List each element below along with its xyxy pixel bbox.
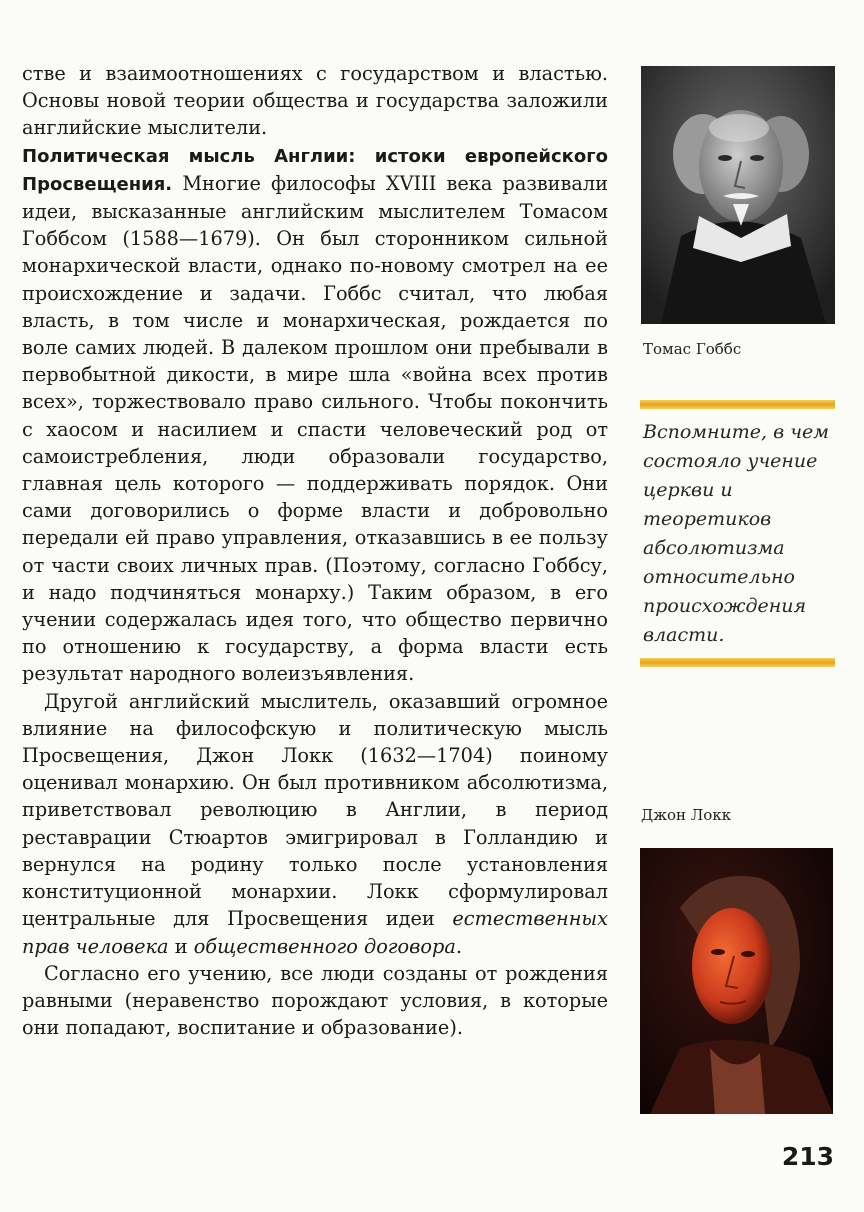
question-bar-top	[640, 400, 835, 409]
period: .	[455, 934, 462, 958]
main-text	[22, 60, 608, 1041]
paragraph-locke	[22, 688, 608, 960]
question-bar-bottom	[640, 658, 835, 667]
locke-portrait	[640, 848, 833, 1114]
paragraph-equality: Согласно его учению, все люди созданы от рождения равными (неравенство порождают условия, в которые они попадают, воспитание и образование).	[22, 961, 608, 1040]
term-social-contract: общественного договора	[193, 934, 456, 958]
question-text: Вспомните, в чем состояло учение церкви и теоретиков абсолютизма относительно происхождения власти.	[643, 421, 830, 646]
conjunction: и	[174, 934, 188, 958]
locke-caption: Джон Локк	[641, 806, 732, 824]
paragraph-hobbes	[22, 142, 608, 688]
hobbes-portrait	[641, 66, 835, 324]
hobbes-caption: Томас Гоббс	[643, 340, 742, 358]
paragraph-intro: стве и взаимоотношениях с государством и властью. Основы новой теории общества и государства заложили английские мыслители.	[22, 62, 608, 140]
paragraph-hobbes-text: Многие философы XVIII века развивали идеи, высказанные английским мыслителем Томасом Гоббсом (1588—1679). Он был сторонником сильной монархической власти, однако по-новому смотрел на ее происхождение и задачи. Гоббс считал, что любая власть, в том числе и монархическая, рождается по воле самих людей. В далеком прошлом они пребывали в первобытной дикости, в мире шла «война всех против всех», торжествовало право сильного. Чтобы покончить с хаосом и насилием и спасти человеческий род от самоистребления, люди образовали государство, главная цель которого — поддерживать порядок. Они сами договорились о форме власти и добровольно передали ей право управления, отказавшись в ее пользу от части своих личных прав. (Поэтому, согласно Гоббсу, и надо подчиняться монарху.) Таким образом, в его учении содержалась идея того, что общество первично по отношению к государству, а форма власти есть результат народного волеизъявления.	[22, 171, 608, 686]
term-natural-rights: естественных прав человека	[22, 907, 608, 958]
page-number: 213	[781, 1142, 834, 1171]
paragraph-locke-text: Другой английский мыслитель, оказавший огромное влияние на философскую и политическую мысль Просвещения, Джон Локк (1632—1704) поиному оценивал монархию. Он был противником абсолютизма, приветствовал революцию в Англии, в период реставрации Стюартов эмигрировал в Голландию и вернулся на родину только после установления конституционной монархии. Локк сформулировал центральные для Просвещения идеи	[22, 689, 608, 931]
section-heading: Политическая мысль Англии: истоки европейского Просвещения.	[22, 145, 608, 195]
